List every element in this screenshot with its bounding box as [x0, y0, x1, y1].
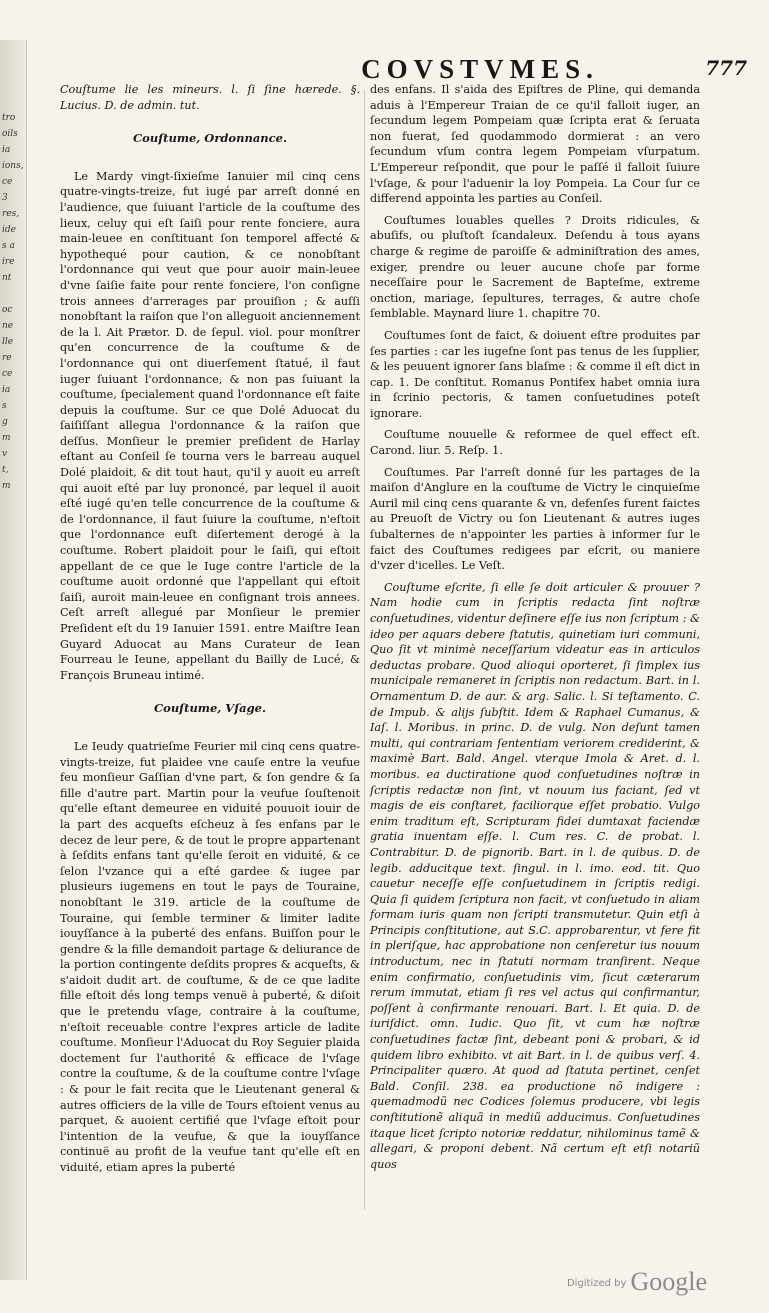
paragraph: Couſtumes louables quelles ? Droits ridicules, & abuſifs, ou pluſtoſt ſcandaleux. Deſendu à tous ayans charge & regime de paroiſſe & adminiſtration des ames, exiger, prendre ou leuer aucune choſe par forme neceſſaire pour le Sacrement de Bapteſme, extreme onction, mariage, ſepultures, terrages, & autre choſe ſemblable. Maynard liure 1. chapitre 70. [370, 213, 700, 321]
left-column [60, 82, 360, 1176]
digitized-watermark [567, 1267, 707, 1297]
right-column [370, 82, 700, 1172]
adjacent-page-text [2, 110, 24, 494]
section-heading-usage: Couſtume, Vſage. [154, 701, 266, 716]
paragraph: Couſtumes ſont de faict, & doiuent eſtre produites par ſes parties : car les iugeſne ſont pas tenus de les ſupplier, & les peuuent ignorer ſans blaſme : & comme il eſt dict in cap. 1. De conſtitut. Romanus Pontifex habet omnia iura in ſcrinio pectoris, & tamen conſuetudines poteſt ignorare. [370, 328, 700, 420]
adjacent-page-fragment: oc [2, 305, 13, 315]
adjacent-page-fragment: ia [2, 145, 11, 155]
paragraph: Couſtumes. Par l'arreſt donné ſur les partages de la maiſon d'Anglure en la couſtume de Victry le cinquieſme Auril mil cinq cens quarante & vn, defenſes furent faictes au Preuoſt de Victry ou ſon Lieutenant & autres iuges ſubalternes de n'appointer les parties à informer ſur le faict des Couſtumes redigees par eſcrit, ou maniere d'vzer d'icelles. Le Veſt. [370, 465, 700, 573]
paragraph: Le Ieudy quatrieſme Feurier mil cinq cens quatre-vingts-treize, fut plaidee vne cauſe entre la veufue feu monſieur Gaſſian d'vne part, & ſon gendre & ſa fille d'autre part. Martin pour la veufue ſouſtenoit qu'elle eſtant demeuree en viduité pouuoit iouir de la part des acqueſts eſcheuz à ſes enfans par le decez de leur pere, & de tout le propre appartenant à ſeſdits enfans tant qu'elle ſeroit en viduité, & ce ſelon l'vzance qui a eſté gardee & iugee par plusieurs iugemens en tout le pays de Touraine, nonobſtant le 319. article de la couſtume de Touraine, qui ſemble terminer & limiter ladite iouyſſance à la puberté des enfans. Buiſſon pour le gendre & la fille demandoit partage & deliurance de la portion contingente deſdits propres & acqueſts, & s'aidoit dudit art. de couſtume, & de ce que ladite fille eſtoit dés long temps venuë à puberté, & diſoit que le pretendu vſage, contraire à la couſtume, n'eſtoit receuable contre l'expres article de ladite couſtume. Monſieur l'Aduocat du Roy Seguier plaida doctement ſur l'authorité & efficace de l'vſage contre la couſtume, & de la couſtume contre l'vſage : & pour le fait recita que le Lieutenant general & autres officiers de la ville de Tours eſtoient venus au parquet, & auoient certifié que l'vſage eſtoit pour l'intention de la veufue, & que la iouyſſance continuë au profit de la veufue tant qu'elle eſt en viduité, etiam apres la puberté [60, 739, 360, 1174]
adjacent-page-fragment: ne [2, 321, 14, 331]
paragraph: Le Mardy vingt-ſixieſme Ianuier mil cinq cens quatre-vingts-treize, fut iugé par arreſt donné en l'audience, que ſuiuant l'article de la couſtume des lieux, celuy qui eſt ſaiſi pour rente fonciere, aura main-leuee en conſtituant ſon temporel affecté & hypothequé pour caution, & ce nonobſtant l'ordonnance qui veut que pour auoir main-leuee d'vne ſaiſie faite pour rente fonciere, l'on conſigne trois annees d'arrerages par prouiſion ; & auſſi nonobſtant la raiſon que l'on alleguoit anciennement de la l. Ait Prætor. D. de ſepul. viol. pour monſtrer qu'en concurrence de la couſtume & de l'ordonnance qui ont diuerſement ſtatué, il faut iuger ſuiuant l'ordonnance, & non pas ſuiuant la couſtume, ſpecialement quand l'ordonnance eſt faite depuis la couſtume. Sur ce que Dolé Aduocat du ſaiſiſſant allegua l'ordonnance & la raiſon que deſſus. Monſieur le premier preſident de Harlay eſtant au Conſeil ſe tourna vers le barreau auquel Dolé plaidoit, & dit tout haut, qu'il y auoit eu arreſt qui auoit eſté par luy prononcé, par lequel il auoit eſté iugé qu'en telle concurrence de la couſtume & de l'ordonnance, il faut ſuiure la couſtume, n'eſtoit que l'ordonnance euſt diſertement derogé à la couſtume. Robert plaidoit pour le ſaiſi, qui eſtoit appellant de ce que le Iuge contre l'article de la couſtume auoit ordonné que l'appellant qui eſtoit ſaiſi, auroit main-leuee en conſignant trois annees. Ceſt arreſt allegué par Monſieur le premier Preſident eſt du 19 Ianuier 1591. entre Maiſtre Iean Guyard Aduocat au Mans Curateur de Iean Fourreau le Ieune, appellant du Bailly de Lucé, & François Bruneau intimé. [60, 169, 360, 682]
adjacent-page-fragment: v [2, 449, 8, 459]
adjacent-page-fragment: res, [2, 209, 20, 219]
intro-paragraph: Couſtume lie les mineurs. l. ſi ſine hærede. §. Lucius. D. de admin. tut. [60, 83, 360, 112]
adjacent-page-fragment: g [2, 417, 8, 427]
adjacent-page-fragment: lle [2, 337, 14, 347]
adjacent-page-edge [0, 40, 27, 1280]
section-heading-ordonnance: Couſtume, Ordonnance. [133, 131, 287, 146]
adjacent-page-fragment: re [2, 353, 12, 363]
adjacent-page-fragment: ce [2, 177, 13, 187]
adjacent-page-fragment: ions, [2, 161, 24, 171]
google-logo: Google [630, 1267, 707, 1296]
adjacent-page-fragment: ce [2, 369, 13, 379]
adjacent-page-fragment: m [2, 433, 11, 443]
paragraph: des enfans. Il s'aida des Epiſtres de Pline, qui demanda aduis à l'Empereur Traian de ce qu'il falloit iuger, an ſecundum legem Pompeiam quæ ſcripta erat & ſeruata non fuerat, ſed quodammodo dormierat : an vero ſecundum vſum contra legem Pompeiam vſurpatum. L'Empereur reſpondit, que pour le paſſé il falloit ſuiure l'vſage, & pour l'aduenir la loy Pompeia. La Cour ſur ce differend appointa les parties au Conſeil. [370, 83, 700, 206]
adjacent-page-fragment: s [2, 401, 7, 411]
paragraph: Couſtume nouuelle & reformee de quel effect eſt. Carond. liur. 5. Reſp. 1. [370, 428, 700, 458]
adjacent-page-fragment [2, 286, 24, 302]
adjacent-page-fragment: m [2, 481, 11, 491]
adjacent-page-fragment: ia [2, 385, 11, 395]
adjacent-page-fragment: 3 [2, 193, 8, 203]
adjacent-page-fragment: t, [2, 465, 9, 475]
adjacent-page-fragment: s a [2, 241, 15, 251]
digitized-by-label: Digitized by [566, 1278, 627, 1289]
page-number: 777 [705, 56, 747, 80]
adjacent-page-fragment: oils [2, 129, 18, 139]
adjacent-page-fragment: tro [2, 113, 16, 123]
running-header: COVSTVMES. [361, 54, 599, 84]
paragraph: Couſtume eſcrite, ſi elle ſe doit articuler & prouuer ? Nam hodie cum in ſcriptis redacta ſint noſtræ conſuetudines, videntur deſinere eſſe ius non ſcriptum : & ideo per aquars debere ſtatutis, quinetiam iuri communi, Quo ſit vt minimè neceſſarium videatur eas in articulos deductas probare. Quod alioqui oporteret, ſi ſimplex ius municipale remaneret in ſcriptis non redactum. Bart. in l. Ornamentum D. de aur. & arg. Salic. l. Si teſtamento. C. de Impub. & alijs ſubſtit. Idem & Raphael Cumanus, & Iaſ. l. Moribus. in princ. D. de vulg. Non deſunt tamen multi, qui contrariam ſententiam veriorem crediderint, & maximè Bart. Bald. Angel. vterque Imola & Aret. d. l. moribus. ea ductiratione quod conſuetudines noſtræ in ſcriptis redactæ non ſint, vt nouum ius faciant, ſed vt magis de eis conſtaret, faciliorque eſſet probatio. Vulgo enim traditum eſt, Scripturam fidei dumtaxat faciendæ gratia inuentam eſſe. l. Cum res. C. de probat. l. Contrabitur. D. de pignorib. Bart. in l. de quibus. D. de legib. adducitque text. ſingul. in l. imo. eod. tit. Quo cauetur neceſſe eſſe conſuetudinem in ſcriptis redigi. Quia ſi quidem ſcriptura non facit, vt conſuetudo in aliam formam iuris quam non ſcripti transmutetur. Quin etſi à Principis conſtitutione, aut S.C. approbarentur, vt fere fit in pleriſque, hac approbatione non cenſeretur ius nouum introductum, nec in ſtatuti normam tranſirent. Neque enim confirmatio, conſuetudinis vim, ſicut cæterarum rerum immutat, etiam ſi res vel actus qui confirmantur, poſſent à confirmante renouari. Bart. l. Et quia. D. de iuriſdict. omn. Iudic. Quo ſit, vt cum hæ noſtræ conſuetudines factæ ſint, debeant poni & probari, & id quidem libro exhibito. vt ait Bart. in l. de quibus verſ. 4. Principaliter quæro. At quod ad ſtatuta pertinet, cenſet Bald. Conſil. 238. ea productione nõ indigere : quemadmodũ nec Codices ſolemus producere, vbi legis conſtitutionẽ aliquã in mediũ adducimus. Conſuetudines itaque licet ſcripto notoriæ reddatur, nihilominus tamẽ & allegari, & proponi debent. Nã certum eſt etſi notariũ quos [370, 580, 700, 1171]
adjacent-page-fragment: nt [2, 273, 12, 283]
adjacent-page-fragment: ire [2, 257, 15, 267]
column-divider [364, 90, 365, 1210]
adjacent-page-fragment: ide [2, 225, 16, 235]
